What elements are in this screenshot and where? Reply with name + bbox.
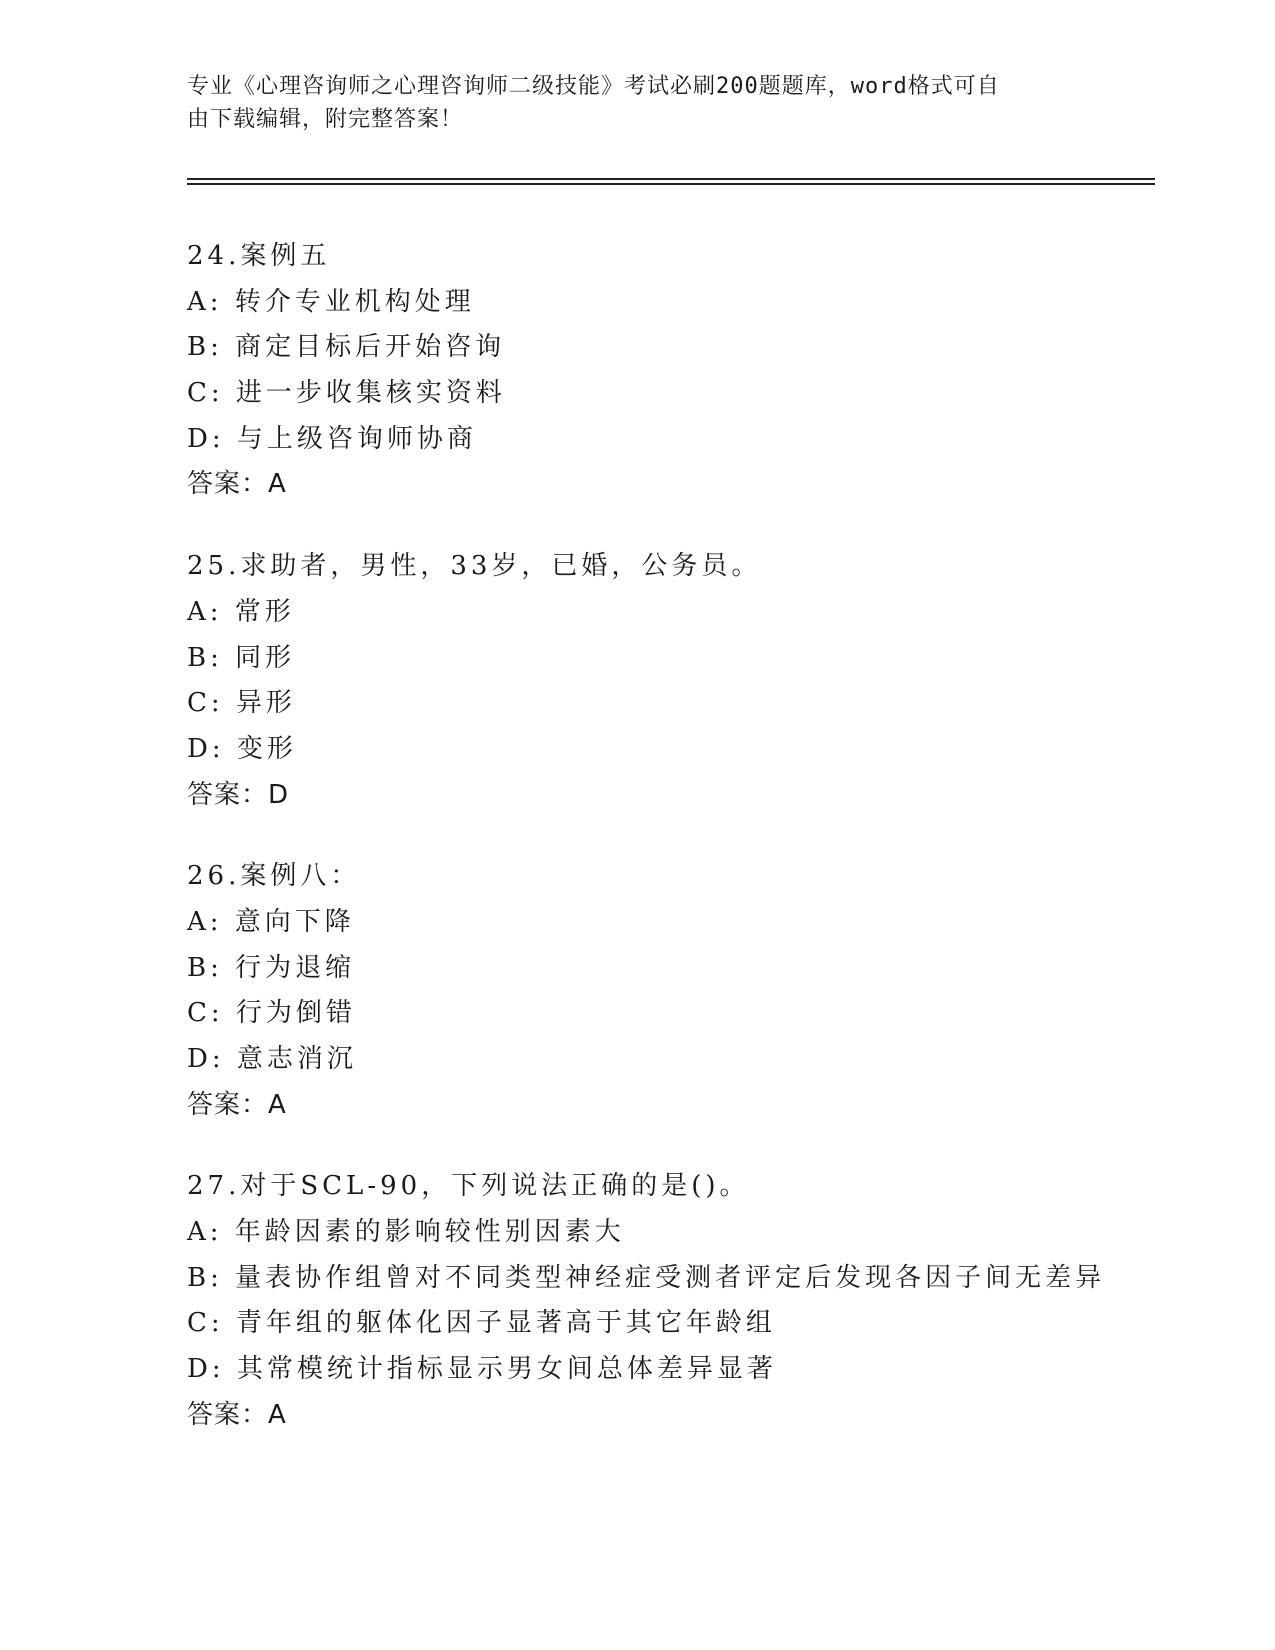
- option-c: C: 行为倒错: [187, 998, 356, 1029]
- question-26: [187, 854, 1187, 1128]
- header-line-1: 专业《心理咨询师之心理咨询师二级技能》考试必刷200题题库，word格式可自: [187, 74, 1000, 99]
- option-a: A: 转介专业机构处理: [187, 286, 475, 317]
- option-d: D: 其常模统计指标显示男女间总体差异显著: [187, 1354, 777, 1385]
- option-b: B: 行为退缩: [187, 952, 356, 983]
- question-stem: 27.对于SCL-90，下列说法正确的是()。: [187, 1171, 750, 1202]
- option-a: A: 意向下降: [187, 906, 355, 937]
- answer-line: 答案：A: [187, 469, 287, 500]
- question-25: [187, 544, 1187, 818]
- question-list: [187, 234, 1187, 1475]
- option-d: D: 意志消沉: [187, 1044, 357, 1074]
- header-divider-bottom: [187, 183, 1155, 185]
- header-line-2: 由下载编辑，附完整答案！: [187, 107, 464, 132]
- option-c: C: 进一步收集核实资料: [187, 378, 506, 409]
- question-stem: 24.案例五: [187, 241, 331, 271]
- question-27: [187, 1164, 1187, 1438]
- question-stem: 25.求助者，男性，33岁，已婚，公务员。: [187, 551, 762, 582]
- document-header: [187, 70, 1087, 136]
- option-d: D: 与上级咨询师协商: [187, 423, 477, 454]
- option-b: B: 同形: [187, 642, 296, 673]
- answer-line: 答案：A: [187, 1399, 287, 1430]
- question-24: [187, 234, 1187, 508]
- option-b: B: 量表协作组曾对不同类型神经症受测者评定后发现各因子间无差异: [187, 1262, 1106, 1293]
- option-a: A: 年龄因素的影响较性别因素大: [187, 1217, 625, 1248]
- answer-line: 答案：D: [187, 779, 290, 810]
- option-c: C: 青年组的躯体化因子显著高于其它年龄组: [187, 1308, 776, 1339]
- option-d: D: 变形: [187, 733, 297, 764]
- header-divider-top: [187, 178, 1155, 180]
- option-b: B: 商定目标后开始咨询: [187, 332, 506, 363]
- option-a: A: 常形: [187, 596, 295, 627]
- question-stem: 26.案例八：: [187, 861, 361, 892]
- option-c: C: 异形: [187, 688, 296, 719]
- answer-line: 答案：A: [187, 1089, 287, 1120]
